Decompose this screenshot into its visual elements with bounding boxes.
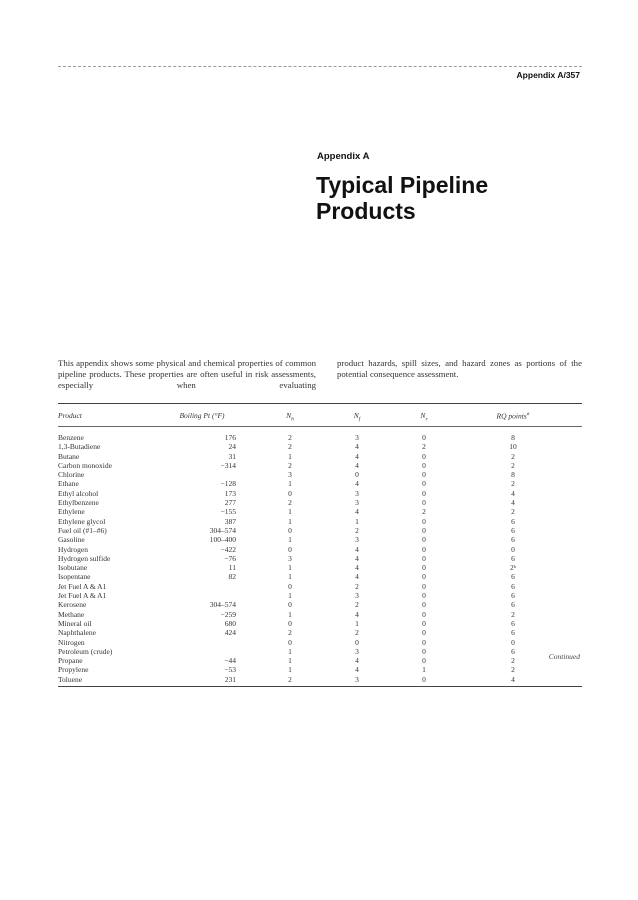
header-nh-sub: h [291,416,294,423]
page-title [316,172,488,224]
cell-rq-points: 6 [511,535,515,545]
header-boiling-point: Boiling Pt (°F) [179,411,225,420]
header-nf-letter: N [353,411,359,420]
cell-nh: 3 [288,553,292,563]
cell-nh: 1 [288,535,292,545]
table-row [58,545,582,554]
cell-rq-points: 6 [511,525,515,535]
cell-nf: 1 [355,618,359,628]
cell-rq-points: 6 [511,581,515,591]
cell-product: Ethane [58,479,79,489]
cell-nr: 0 [422,433,426,442]
cell-boiling-point: 11 [228,563,236,573]
table-row [58,470,582,479]
header-product: Product [58,411,82,420]
cell-rq-points: 4 [511,498,515,508]
cell-product: Petroleum (crude) [58,646,113,656]
cell-boiling-point: 231 [224,674,236,684]
cell-nh: 1 [288,451,292,461]
cell-nr: 0 [422,525,426,535]
cell-nh: 0 [288,581,292,591]
cell-product: Methane [58,609,85,619]
title-line-1: Typical Pipeline [316,172,489,198]
cell-nh: 2 [288,460,292,470]
cell-nf: 4 [355,572,359,582]
cell-nr: 0 [422,674,426,684]
cell-product: Toluene [58,674,83,684]
cell-boiling-point: 176 [224,433,236,442]
cell-nr: 0 [422,470,426,480]
cell-nr: 0 [422,609,426,619]
cell-nr: 0 [422,618,426,628]
table-body [58,427,582,686]
table-row [58,442,582,451]
cell-nr: 0 [422,656,426,666]
cell-product: Jet Fuel A & A1 [58,591,107,601]
table-row [58,535,582,544]
table-row [58,628,582,637]
cell-nf: 4 [355,553,359,563]
cell-boiling-point: 304–574 [209,525,236,535]
cell-boiling-point: 387 [224,516,236,526]
cell-nf: 1 [355,516,359,526]
cell-nr: 0 [422,498,426,508]
cell-product: Mineral oil [58,618,92,628]
table-row [58,638,582,647]
header-nr-letter: N [420,411,426,420]
cell-product: Carbon monoxide [58,460,112,470]
title-line-2: Products [316,198,416,224]
intro-paragraph-right: product hazards, spill sizes, and hazard zones as portions of the potential consequence assessment. [337,358,582,379]
cell-nh: 0 [288,618,292,628]
header-rq-sup: a [526,411,530,417]
cell-nr: 0 [422,479,426,489]
cell-boiling-point: −76 [224,553,236,563]
cell-nf: 4 [355,544,359,554]
cell-nr: 0 [422,544,426,554]
cell-product: Fuel oil (#1–#6) [58,525,107,535]
table-row [58,610,582,619]
cell-nf: 3 [355,488,359,498]
cell-rq-points: 6 [511,516,515,526]
cell-nr: 0 [422,488,426,498]
cell-boiling-point: 24 [228,442,236,452]
cell-rq-points: 6 [511,628,515,638]
cell-nf: 0 [355,637,359,647]
cell-rq-points: 6 [511,600,515,610]
cell-boiling-point: 424 [224,628,236,638]
cell-product: Naphthalene [58,628,96,638]
table-row [58,665,582,674]
table-row [58,433,582,442]
cell-boiling-point: −53 [224,665,236,675]
cell-nh: 2 [288,442,292,452]
cell-product: Ethyl alcohol [58,488,99,498]
cell-nh: 1 [288,656,292,666]
cell-nr: 0 [422,563,426,573]
cell-nh: 2 [288,498,292,508]
table-row [58,479,582,488]
cell-nf: 4 [355,442,359,452]
cell-rq-points: 2 [511,609,515,619]
table-row [58,452,582,461]
cell-nf: 4 [355,479,359,489]
cell-rq-points: 6 [511,591,515,601]
cell-product: Butane [58,451,80,461]
cell-rq-points: 2 [511,656,515,666]
cell-rq-points: 6 [511,646,515,656]
cell-product: 1,3-Butadiene [58,442,101,452]
cell-nr: 0 [422,460,426,470]
table-row [58,582,582,591]
cell-rq-points: 6 [511,572,515,582]
cell-boiling-point: −44 [224,656,236,666]
table-row [58,619,582,628]
table-row [58,675,582,684]
cell-rq-points: 6 [511,618,515,628]
cell-nh: 1 [288,646,292,656]
table-row [58,507,582,516]
header-nh [280,411,300,423]
table-row [58,591,582,600]
cell-nh: 0 [288,637,292,647]
cell-nh: 1 [288,572,292,582]
cell-rq-points: 2 [511,451,515,461]
cell-product: Kerosene [58,600,87,610]
cell-nf: 2 [355,600,359,610]
table-row [58,656,582,665]
cell-nf: 4 [355,451,359,461]
table-row [58,554,582,563]
cell-nf: 3 [355,674,359,684]
cell-nr: 0 [422,451,426,461]
cell-rq-points: 8 [511,470,515,480]
products-table [58,403,582,687]
cell-nh: 0 [288,488,292,498]
cell-product: Chlorine [58,470,85,480]
table-row [58,517,582,526]
table-row [58,461,582,470]
cell-nr: 0 [422,637,426,647]
header-nr-sub: r [425,416,428,423]
header-nh-letter: N [286,411,292,420]
cell-product: Isobutane [58,563,88,573]
cell-nf: 2 [355,525,359,535]
cell-nr: 0 [422,516,426,526]
cell-product: Benzene [58,433,84,442]
cell-rq-points: 4 [511,488,515,498]
cell-nh: 2 [288,433,292,442]
cell-rq-points: 0 [511,544,515,554]
cell-boiling-point: 277 [224,498,236,508]
cell-boiling-point: −155 [220,507,236,517]
cell-rq-points: 0 [511,637,515,647]
header-rq-points [488,411,538,421]
cell-nh: 0 [288,600,292,610]
table-header [58,404,582,427]
cell-nf: 0 [355,470,359,480]
cell-nh: 1 [288,609,292,619]
cell-nh: 2 [288,674,292,684]
cell-nr: 0 [422,591,426,601]
running-head: Appendix A/357 [516,70,580,80]
table-row [58,526,582,535]
cell-product: Ethylene [58,507,85,517]
cell-nh: 0 [288,525,292,535]
cell-boiling-point: 31 [228,451,236,461]
cell-nr: 2 [422,507,426,517]
header-nf-sub: f [358,416,361,423]
cell-nf: 3 [355,498,359,508]
cell-rq-points: 6 [511,553,515,563]
cell-boiling-point: 100–400 [209,535,236,545]
cell-product: Propylene [58,665,89,675]
cell-rq-points: 8 [511,433,515,442]
cell-nf: 3 [355,433,359,442]
cell-nh: 1 [288,665,292,675]
cell-product: Hydrogen sulfide [58,553,111,563]
cell-nr: 2 [422,442,426,452]
cell-nf: 4 [355,609,359,619]
cell-boiling-point: −314 [220,460,236,470]
cell-nf: 3 [355,591,359,601]
cell-nh: 1 [288,479,292,489]
cell-rq-points: 2ᵇ [509,563,517,573]
table-row [58,572,582,581]
cell-boiling-point: −422 [220,544,236,554]
cell-nf: 4 [355,563,359,573]
cell-product: Ethylbenzene [58,498,99,508]
appendix-label: Appendix A [317,151,370,162]
cell-nr: 0 [422,572,426,582]
cell-nr: 0 [422,628,426,638]
cell-product: Jet Fuel A & A1 [58,581,107,591]
cell-nh: 1 [288,507,292,517]
cell-rq-points: 2 [511,460,515,470]
cell-boiling-point: 680 [224,618,236,628]
cell-nh: 1 [288,591,292,601]
intro-paragraph-left: This appendix shows some physical and chemical properties of common pipeline products. These properties are often useful in risk assessments, especially when evaluating [58,358,316,390]
cell-nr: 1 [422,665,426,675]
cell-product: Ethylene glycol [58,516,106,526]
header-nr [414,411,434,423]
cell-boiling-point: −259 [220,609,236,619]
cell-product: Propane [58,656,83,666]
cell-nr: 0 [422,535,426,545]
cell-nf: 4 [355,460,359,470]
cell-rq-points: 2 [511,507,515,517]
continued-note: Continued [548,652,580,661]
table-row [58,498,582,507]
cell-nh: 0 [288,544,292,554]
cell-nh: 2 [288,628,292,638]
cell-boiling-point: −128 [220,479,236,489]
cell-nf: 4 [355,665,359,675]
cell-rq-points: 4 [511,674,515,684]
cell-rq-points: 10 [509,442,517,452]
cell-nf: 4 [355,656,359,666]
cell-nf: 2 [355,581,359,591]
cell-nf: 4 [355,507,359,517]
header-rule [58,66,582,67]
cell-nr: 0 [422,600,426,610]
table-row [58,489,582,498]
table-row [58,563,582,572]
cell-nf: 3 [355,646,359,656]
header-rq-label: RQ points [496,411,527,421]
cell-rq-points: 2 [511,665,515,675]
cell-boiling-point: 173 [224,488,236,498]
cell-product: Nitrogen [58,637,85,647]
cell-product: Isopentane [58,572,91,582]
cell-rq-points: 2 [511,479,515,489]
cell-nh: 3 [288,470,292,480]
cell-boiling-point: 304–574 [209,600,236,610]
cell-nf: 3 [355,535,359,545]
cell-nr: 0 [422,581,426,591]
cell-nr: 0 [422,553,426,563]
cell-product: Hydrogen [58,544,88,554]
cell-product: Gasoline [58,535,85,545]
cell-nf: 2 [355,628,359,638]
table-row [58,600,582,609]
cell-nh: 1 [288,516,292,526]
table-row [58,647,582,656]
cell-nh: 1 [288,563,292,573]
header-nf [347,411,367,423]
cell-nr: 0 [422,646,426,656]
cell-boiling-point: 82 [228,572,236,582]
